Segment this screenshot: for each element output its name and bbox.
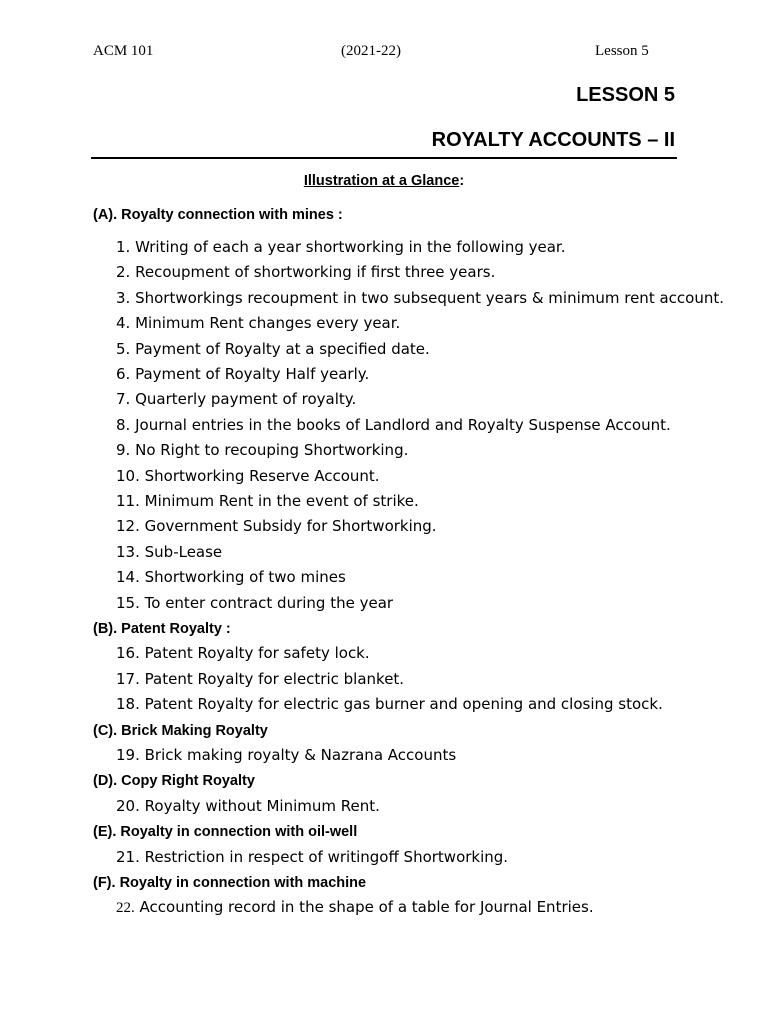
- list-item-number: 9.: [116, 441, 131, 460]
- list-item-text: Journal entries in the books of Landlord and Royalty Suspense Account.: [135, 415, 671, 434]
- list-item-text: Quarterly payment of royalty.: [135, 390, 357, 409]
- list-item-number: 2.: [116, 263, 131, 282]
- glance-heading: [0, 173, 768, 189]
- section-heading: (E). Royalty in connection with oil-well: [93, 824, 358, 841]
- list-item-number: 16.: [116, 644, 140, 663]
- list-item: [116, 467, 380, 485]
- list-item-number: 12.: [116, 517, 140, 536]
- list-item-number: 6.: [116, 365, 131, 383]
- list-item-text: Payment of Royalty at a specified date.: [135, 339, 430, 358]
- list-item: [116, 517, 437, 535]
- list-item-number: 13.: [116, 542, 140, 561]
- list-item-text: No Right to recouping Shortworking.: [135, 441, 409, 460]
- list-item: [116, 263, 495, 281]
- list-item-number: 18.: [116, 695, 140, 714]
- list-item-number: 17.: [116, 669, 140, 688]
- title-divider: [91, 157, 677, 159]
- page-title: ROYALTY ACCOUNTS – II: [431, 129, 675, 151]
- list-item-text: Sub-Lease: [144, 542, 223, 561]
- list-item-number: 8.: [116, 415, 131, 434]
- list-item-text: Brick making royalty & Nazrana Accounts: [144, 746, 457, 764]
- section-heading: (F). Royalty in connection with machine: [93, 875, 367, 891]
- list-item: [116, 797, 380, 815]
- list-item: [116, 492, 419, 510]
- list-item-text: To enter contract during the year: [144, 593, 394, 612]
- list-item-number: 20.: [116, 796, 140, 815]
- list-item: [116, 365, 369, 383]
- list-item-text: Shortworkings recoupment in two subsequent years & minimum rent account.: [135, 288, 724, 307]
- list-item-text: Shortworking Reserve Account.: [144, 466, 380, 485]
- list-item-text: Government Subsidy for Shortworking.: [144, 517, 437, 536]
- list-item: [116, 416, 671, 434]
- list-item-text: Recoupment of shortworking if first three years.: [135, 263, 496, 282]
- list-item: [116, 441, 408, 459]
- list-item: [116, 746, 456, 764]
- list-item: [116, 238, 566, 256]
- list-item: [116, 314, 400, 332]
- list-item-number: 19.: [116, 746, 140, 764]
- list-item: [116, 898, 594, 917]
- list-item: [116, 848, 508, 866]
- list-item-number: 5.: [116, 339, 131, 358]
- list-item-text: Royalty without Minimum Rent.: [144, 796, 380, 815]
- glance-text: Illustration at a Glance: [303, 173, 460, 189]
- list-item-text: Writing of each a year shortworking in the following year.: [135, 238, 566, 256]
- list-item-number: 7.: [116, 390, 131, 409]
- header-lesson-ref: Lesson 5: [595, 43, 649, 59]
- list-item-number: 10.: [116, 466, 140, 485]
- header-year: (2021-22): [341, 43, 401, 59]
- list-item-text: Shortworking of two mines: [144, 568, 346, 587]
- list-item: [116, 390, 356, 408]
- list-item: [116, 340, 430, 358]
- section-heading: (A). Royalty connection with mines :: [93, 207, 343, 223]
- list-item: [116, 644, 370, 662]
- list-item-text: Payment of Royalty Half yearly.: [135, 365, 370, 383]
- list-item-text: Patent Royalty for safety lock.: [144, 644, 370, 663]
- glance-suffix: :: [459, 173, 465, 189]
- list-item-number: 11.: [116, 492, 140, 510]
- list-item-number: 4.: [116, 314, 131, 333]
- list-item: [116, 543, 222, 561]
- list-item: [116, 695, 663, 713]
- section-heading: (B). Patent Royalty :: [93, 621, 231, 637]
- list-item-text: Minimum Rent in the event of strike.: [144, 492, 419, 510]
- section-heading: (C). Brick Making Royalty: [93, 722, 268, 739]
- list-item-text: Restriction in respect of writingoff Shortworking.: [144, 847, 509, 866]
- list-item-text: Patent Royalty for electric gas burner and opening and closing stock.: [144, 695, 663, 714]
- section-heading: (D). Copy Right Royalty: [93, 773, 255, 790]
- list-item-number: 3.: [116, 288, 131, 307]
- list-item: [116, 670, 404, 688]
- list-item-number: 15.: [116, 593, 140, 612]
- list-item-number: 14.: [116, 568, 140, 587]
- list-item-number: 1.: [116, 238, 131, 256]
- header-course: ACM 101: [93, 43, 154, 59]
- list-item: [116, 568, 346, 586]
- list-item-number: 21.: [116, 847, 140, 866]
- list-item-text: Minimum Rent changes every year.: [135, 314, 401, 333]
- lesson-label: LESSON 5: [576, 84, 675, 106]
- list-item: [116, 594, 393, 612]
- list-item-text: Accounting record in the shape of a table for Journal Entries.: [139, 898, 594, 917]
- list-item: [116, 289, 724, 307]
- list-item-number: 22.: [116, 900, 135, 917]
- list-item-text: Patent Royalty for electric blanket.: [144, 669, 405, 688]
